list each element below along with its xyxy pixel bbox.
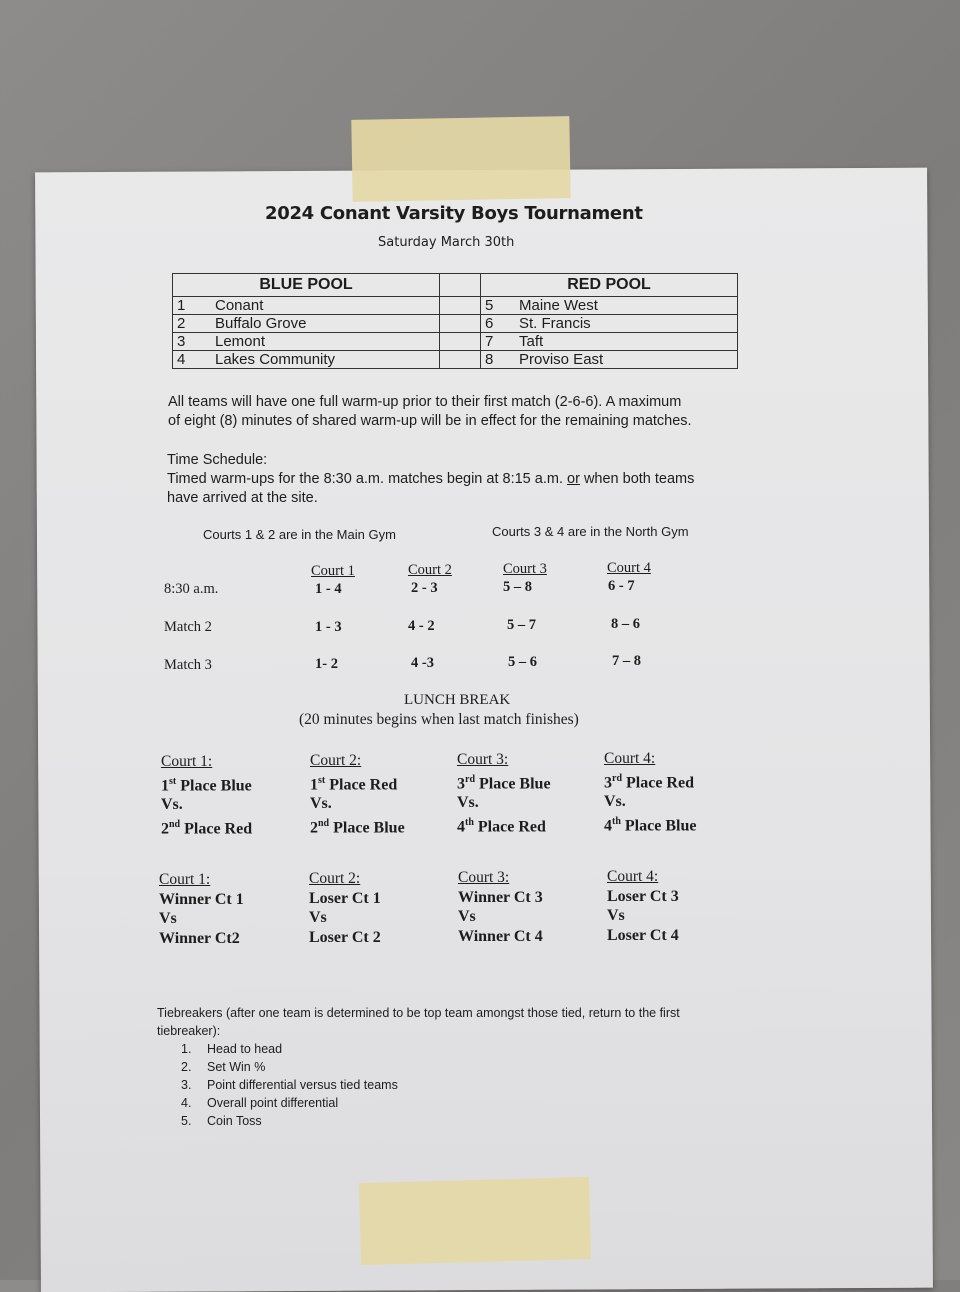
round2-court-4: Court 4: 3rd Place Red Vs. 4th Place Blue — [604, 750, 697, 835]
table-row: 2 Buffalo Grove 6 St. Francis — [173, 315, 738, 333]
main-gym-note: Courts 1 & 2 are in the Main Gym — [203, 527, 396, 542]
tiebreakers-section: Tiebreakers (after one team is determined to be top team amongst those tied, return to the first tiebreaker): 1. Head to head 2. Set Win % 3. Point differential versus tied teams 4. Overall point differential 5. Coin Toss — [157, 1006, 680, 1128]
round2-court-1: Court 1: 1st Place Blue Vs. 2nd Place Red — [161, 753, 253, 838]
match-game: 2 - 3 — [411, 580, 438, 596]
tiebreaker-item: 2. Set Win % — [181, 1060, 266, 1074]
table-row: 4 Lakes Community 8 Proviso East — [173, 351, 738, 369]
court-header: Court 2 — [408, 562, 452, 578]
match-game: 6 - 7 — [608, 578, 635, 594]
north-gym-note: Courts 3 & 4 are in the North Gym — [492, 524, 689, 539]
round2-court-3: Court 3: 3rd Place Blue Vs. 4th Place Red — [457, 751, 551, 836]
match-game: 1 - 4 — [315, 581, 342, 597]
tape-top — [351, 116, 570, 202]
pool-table — [172, 273, 738, 369]
match-game: 4 - 2 — [408, 618, 435, 634]
document-title: 2024 Conant Varsity Boys Tournament — [265, 203, 643, 224]
match-label: 8:30 a.m. — [164, 581, 219, 597]
match-game: 7 – 8 — [612, 653, 641, 669]
warmup-paragraph: All teams will have one full warm-up prior to their first match (2-6-6). A maximum of eight (8) minutes of shared warm-up will be in effect for the remaining matches. — [168, 394, 692, 429]
match-game: 1- 2 — [315, 656, 338, 672]
court-header: Court 1 — [311, 563, 355, 579]
match-game: 8 – 6 — [611, 616, 640, 632]
round3-court-2: Court 2: Loser Ct 1 Vs Loser Ct 2 — [309, 870, 381, 946]
tape-bottom — [359, 1177, 591, 1265]
round3-court-3: Court 3: Winner Ct 3 Vs Winner Ct 4 — [458, 869, 543, 945]
match-game: 5 – 7 — [507, 617, 536, 633]
match-game: 1 - 3 — [315, 619, 342, 635]
round2-court-2: Court 2: 1st Place Red Vs. 2nd Place Blue — [310, 752, 405, 837]
document-date: Saturday March 30th — [378, 235, 515, 250]
match-label: Match 3 — [164, 657, 212, 673]
court-header: Court 3 — [503, 561, 547, 577]
lunch-break-note: (20 minutes begins when last match finishes) — [299, 711, 579, 728]
red-pool-header: RED POOL — [481, 274, 738, 297]
table-row: 1 Conant 5 Maine West — [173, 297, 738, 315]
tiebreaker-item: 5. Coin Toss — [181, 1114, 262, 1128]
match-game: 5 – 6 — [508, 654, 537, 670]
court-header: Court 4 — [607, 560, 651, 576]
match-label: Match 2 — [164, 619, 212, 635]
tiebreaker-item: 3. Point differential versus tied teams — [181, 1078, 398, 1092]
match-game: 4 -3 — [411, 655, 434, 671]
tiebreaker-item: 4. Overall point differential — [181, 1096, 339, 1110]
round3-court-4: Court 4: Loser Ct 3 Vs Loser Ct 4 — [607, 868, 679, 944]
tiebreaker-item: 1. Head to head — [181, 1042, 283, 1056]
round3-court-1: Court 1: Winner Ct 1 Vs Winner Ct2 — [159, 871, 244, 947]
match-game: 5 – 8 — [503, 579, 532, 595]
blue-pool-header: BLUE POOL — [173, 274, 440, 297]
lunch-break-heading: LUNCH BREAK — [404, 692, 511, 708]
schedule-paragraph: Time Schedule: Timed warm-ups for the 8:30 a.m. matches begin at 8:15 a.m. or when both teams have arrived at the site. — [167, 452, 695, 506]
table-row: 3 Lemont 7 Taft — [173, 333, 738, 351]
